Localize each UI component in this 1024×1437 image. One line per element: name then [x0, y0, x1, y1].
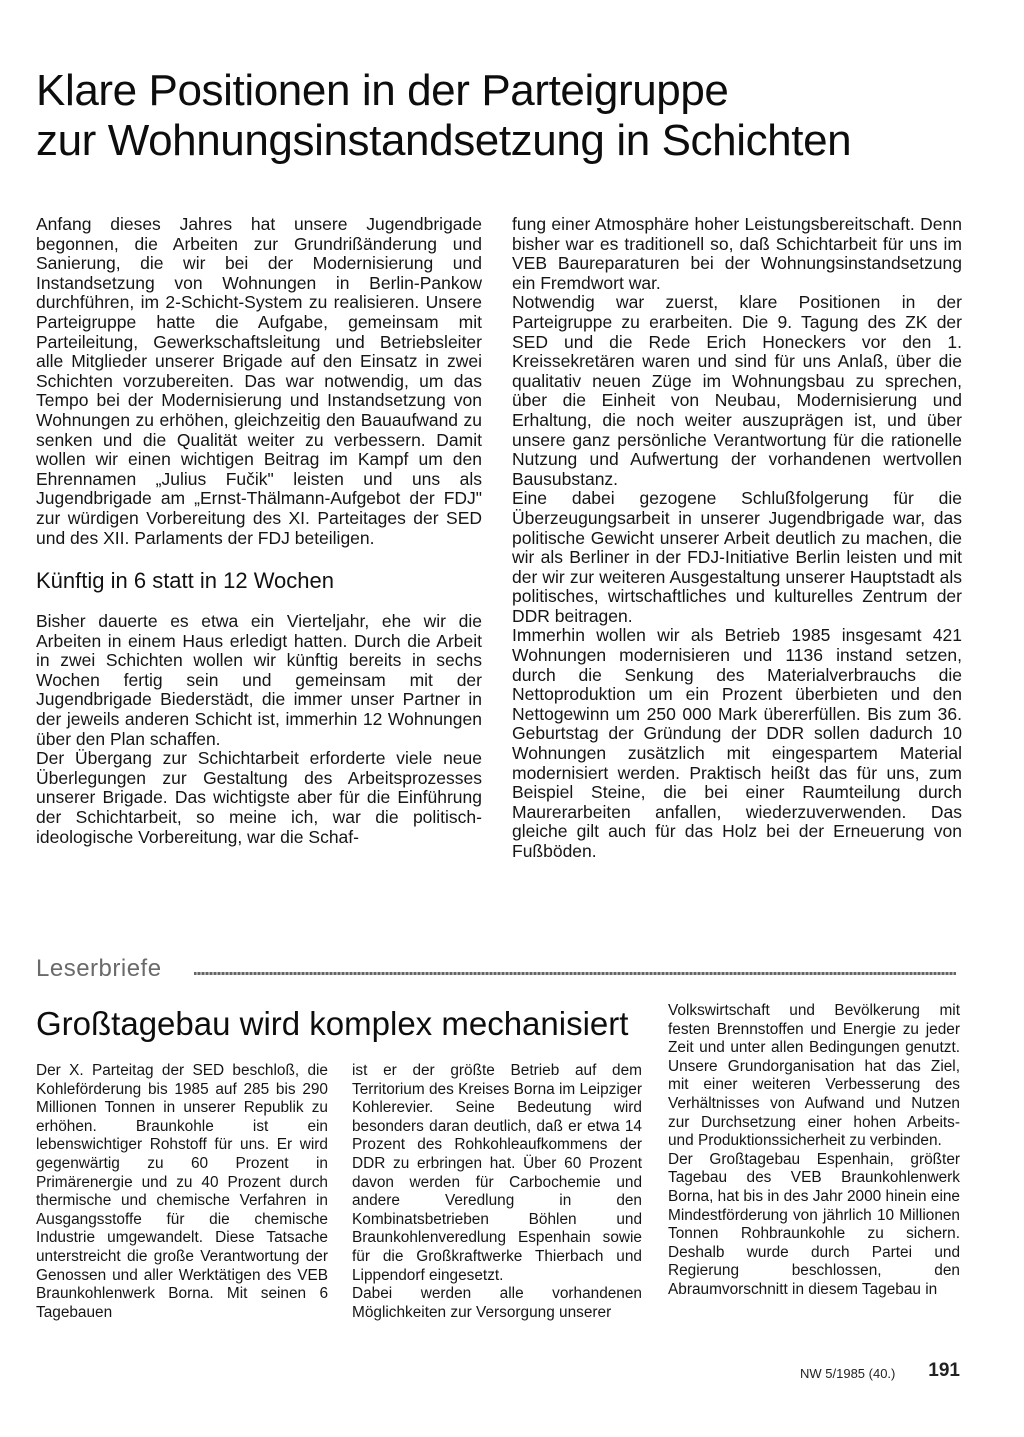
article-paragraph: Der Übergang zur Schichtarbeit erforderte viele neue Überlegungen zur Gestaltung des Arbeitsprozesses unserer Brigade. Das wichtigste aber für die Einführung der Schichtarbeit, so meine ich, war die politisch-ideologische Vorbereitung, war die Schaf-	[36, 748, 482, 847]
headline-line-1: Klare Positionen in der Parteigruppe	[36, 66, 729, 115]
article-paragraph: Eine dabei gezogene Schlußfolgerung für die Überzeugungsarbeit in unserer Jugendbrigade war, das politische Gewicht unserer Arbeit deutlich zu machen, die wir als Berliner in der FDJ-Initiative Berlin leisten und mit der wir zur weiteren Ausgestaltung unserer Hauptstadt als politisches, wirtschaftliches und kulturelles Zentrum der DDR beitragen.	[512, 488, 962, 626]
letter-column-1	[36, 1062, 328, 1322]
letter-paragraph: Der X. Parteitag der SED beschloß, die Kohleförderung bis 1985 auf 285 bis 290 Millionen Tonnen in unserer Republik zu erhöhen. Braunkohle ist ein lebenswichtiger Rohstoff für uns. Er wird gegenwärtig zu 60 Prozent in Primärenergie und zu 40 Prozent durch thermische und chemische Verfahren in Ausgangsstoffe für die chemische Industrie umgewandelt. Diese Tatsache unterstreicht die große Verantwortung der Genossen und aller Werktätigen des VEB Braunkohlenwerk Borna. Mit seinen 6 Tagebauen	[36, 1062, 328, 1321]
issue-label: NW 5/1985 (40.)	[800, 1366, 896, 1381]
section-header	[36, 954, 956, 984]
article-paragraph: Bisher dauerte es etwa ein Vierteljahr, ehe wir die Arbeiten in einem Haus erledigt hatten. Durch die Arbeit in zwei Schichten wollen wir künftig bereits in sechs Wochen fertig sein und gemeinsam mit der Jugendbrigade Biederstädt, die immer unser Partner in der jeweils anderen Schicht ist, immerhin 12 Wohnungen über den Plan schaffen.	[36, 611, 482, 749]
letter-column-3	[668, 1002, 960, 1300]
article-column-1	[36, 215, 482, 847]
section-divider	[194, 972, 956, 975]
article-headline	[36, 66, 996, 166]
letter-column-2	[352, 1062, 642, 1322]
section-label: Leserbriefe	[36, 955, 162, 982]
article-paragraph: Anfang dieses Jahres hat unsere Jugendbrigade begonnen, die Arbeiten zur Grundrißänderung und Sanierung, die wir bei der Modernisierung und Instandsetzung von Wohnungen in Berlin-Pankow durchführen, im 2-Schicht-System zu realisieren. Unsere Parteigruppe hatte die Aufgabe, gemeinsam mit Parteileitung, Gewerkschaftsleitung und Betriebsleiter alle Mitglieder unserer Brigade auf den Einsatz in zwei Schichten vorzubereiten. Das war notwendig, um das Tempo bei der Modernisierung und Instandsetzung von Wohnungen zu erhöhen, gleichzeitig den Bauaufwand zu senken und die Qualität weiter zu verbessern. Damit wollen wir einen wichtigen Beitrag im Kampf um den Ehrennamen „Julius Fučik" leisten und uns als Jugendbrigade am „Ernst-Thälmann-Aufgebot der FDJ" zur würdigen Vorbereitung des XI. Parteitages der SED und des XII. Parlaments der FDJ beteiligen.	[36, 214, 482, 548]
headline-line-2: zur Wohnungsinstandsetzung in Schichten	[36, 116, 852, 165]
article-column-2	[512, 215, 962, 862]
letter-paragraph: Volkswirtschaft und Bevölkerung mit festen Brennstoffen und Energie zu jeder Zeit und unter allen Bedingungen genutzt. Unsere Grundorganisation hat das Ziel, mit einer weiteren Verbesserung des Verhältnisses von Aufwand und Nutzen zur Durchsetzung einer hohen Arbeits- und Produktionssicherheit zu verbinden.	[668, 1002, 960, 1150]
article-paragraph: fung einer Atmosphäre hoher Leistungsbereitschaft. Denn bisher war es traditionell so, daß Schichtarbeit für uns im VEB Baureparaturen bei der Wohnungsinstandsetzung ein Fremdwort war.	[512, 214, 962, 293]
letter-paragraph: ist er der größte Betrieb auf dem Territorium des Kreises Borna im Leipziger Kohlerevier. Seine Bedeutung wird besonders daran deutlich, daß er etwa 14 Prozent des Rohkohleaufkommens der DDR zu erbringen hat. Über 60 Prozent davon werden für Carbochemie und andere Veredlung in den Kombinatsbetrieben Böhlen und Braunkohlenveredlung Espenhain sowie für die Großkraftwerke Thierbach und Lippendorf eingesetzt.	[352, 1062, 642, 1284]
page-number: 191	[928, 1360, 960, 1381]
article-subheading: Künftig in 6 statt in 12 Wochen	[36, 568, 334, 594]
article-paragraph: Immerhin wollen wir als Betrieb 1985 insgesamt 421 Wohnungen modernisieren und 1136 instand setzen, durch die Senkung des Materialverbrauchs die Nettoproduktion um ein Prozent überbieten und den Nettogewinn um 250 000 Mark übererfüllen. Bis zum 36. Geburtstag der Gründung der DDR sollen dadurch 10 Wohnungen zusätzlich mit eingespartem Material modernisiert werden. Praktisch heißt das für uns, zum Beispiel Steine, die bei einer Raumteilung durch Maurerarbeiten anfallen, wiederzuverwenden. Das gleiche gilt auch für das Holz bei der Erneuerung von Fußböden.	[512, 625, 962, 861]
letter-paragraph: Dabei werden alle vorhandenen Möglichkeiten zur Versorgung unserer	[352, 1285, 642, 1321]
letter-headline: Großtagebau wird komplex mechanisiert	[36, 1005, 629, 1042]
letter-paragraph: Der Großtagebau Espenhain, größter Tagebau des VEB Braunkohlenwerk Borna, hat bis in des Jahr 2000 hinein eine Mindestförderung von jährlich 10 Millionen Tonnen Rohbraunkohle zu sichern. Deshalb wurde durch Partei und Regierung beschlossen, den Abraumvorschnitt in diesem Tagebau in	[668, 1150, 960, 1298]
article-paragraph: Notwendig war zuerst, klare Positionen in der Parteigruppe zu erarbeiten. Die 9. Tagung des ZK der SED und die Rede Erich Honeckers vor den 1. Kreissekretären waren und sind für uns Anlaß, über die qualitativ neuen Züge im Wohnungsbau zu sprechen, über die Einheit von Neubau, Modernisierung und Erhaltung, die noch weiter auszuprägen ist, und über unsere ganz persönliche Verantwortung für die rationelle Nutzung und Aufwertung der vorhandenen wertvollen Bausubstanz.	[512, 292, 962, 489]
page-footer	[800, 1362, 960, 1384]
